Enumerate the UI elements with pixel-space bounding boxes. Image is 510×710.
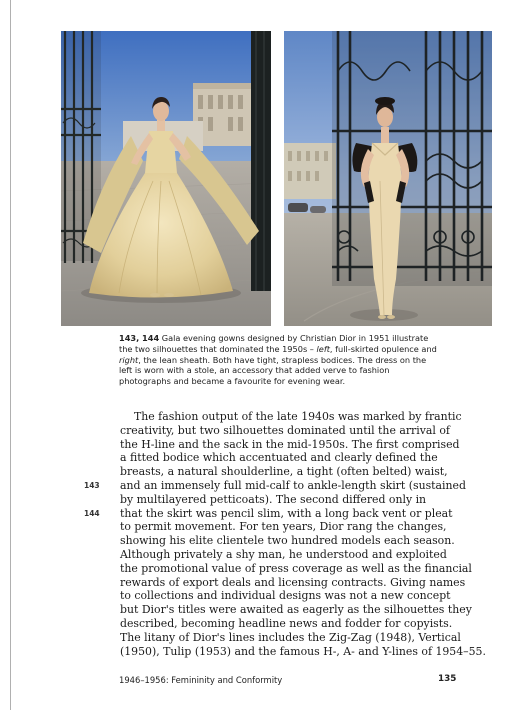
caption-emphasis-right: right (119, 354, 139, 365)
body-line: breasts, a natural shoulderline, a tight (often belted) waist, (120, 465, 448, 479)
caption-figure-numbers: 143, 144 (119, 333, 160, 343)
photo-caption (119, 333, 441, 387)
caption-emphasis-left: left (316, 343, 330, 354)
margin-figure-ref-143: 143 (84, 481, 100, 490)
body-paragraph (120, 410, 486, 658)
body-line: by multilayered petticoats). The second differed only in (120, 492, 427, 506)
body-line: Although privately a shy man, he understood and exploited (120, 547, 447, 561)
page-edge-line (10, 0, 11, 710)
body-line: a fitted bodice which accentuated and clearly defined the (120, 451, 438, 465)
body-line: showing his elite clientele two hundred models each season. (120, 534, 455, 548)
body-line: The fashion output of the late 1940s was marked by frantic (134, 410, 462, 423)
caption-text-part: Gala evening gowns designed by Christian Dior in 1951 illustrate the two silhouettes that dominated the 1950s – (119, 333, 429, 354)
footer-chapter-title: 1946–1956: Femininity and Conformity (119, 675, 283, 685)
body-line: (1950), Tulip (1953) and the famous H-, A- and Y-lines of 1954–55. (120, 644, 486, 658)
caption-text-part: , the lean sheath. Both have tight, strapless bodices. The dress on the left is worn with a stole, an accessory that added verve to fashion photographs and became a favourite for evening wear. (119, 354, 427, 387)
photo-lean-sheath-gown (284, 31, 492, 326)
caption-text-part: , full-skirted opulence and (329, 343, 437, 354)
body-line: the H-line and the sack in the mid-1950s. The first comprised (120, 437, 460, 451)
body-line: rewards of export deals and licensing contracts. Giving names (120, 575, 466, 589)
body-line: to collections and individual designs was not a new concept (120, 589, 451, 603)
margin-figure-ref-144: 144 (84, 509, 100, 518)
body-line: but Dior's titles were awaited as eagerly as the silhouettes they (120, 603, 472, 617)
body-line: that the skirt was pencil slim, with a long back vent or pleat (120, 506, 453, 520)
photo-full-skirted-gown (61, 31, 271, 326)
body-line: The litany of Dior's lines includes the Zig-Zag (1948), Vertical (120, 630, 461, 644)
footer-page-number: 135 (438, 674, 457, 684)
body-line: and an immensely full mid-calf to ankle-length skirt (sustained (120, 478, 466, 492)
body-line: to permit movement. For ten years, Dior rang the changes, (120, 520, 447, 534)
body-line: creativity, but two silhouettes dominated until the arrival of (120, 423, 450, 437)
body-line: the promotional value of press coverage as well as the financial (120, 561, 472, 575)
body-line: described, becoming headline news and fodder for copyists. (120, 616, 453, 630)
